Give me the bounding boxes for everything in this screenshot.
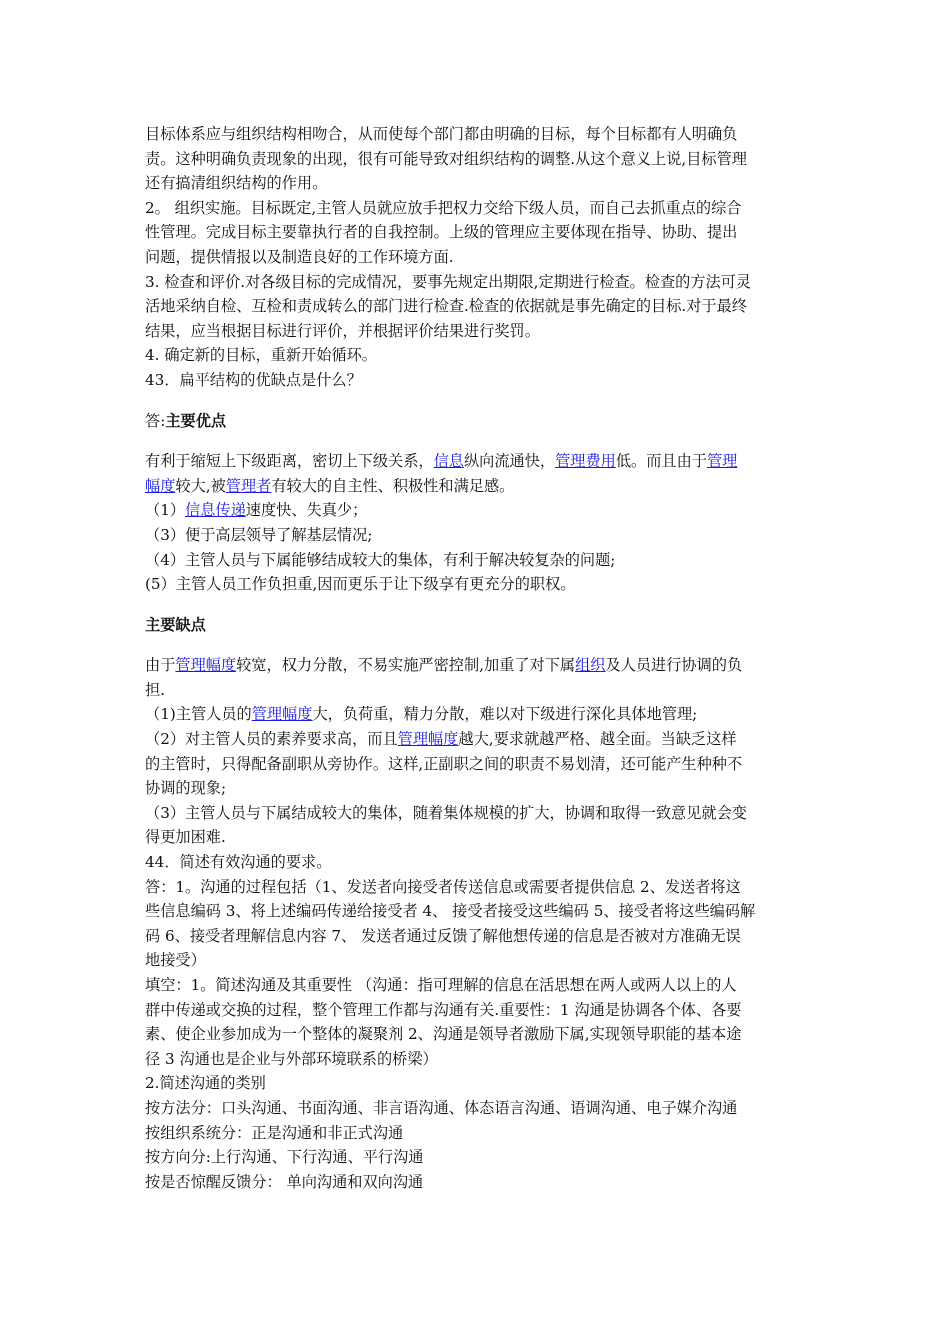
- text-run: 纵向流通快，: [463, 452, 556, 471]
- text-line: （4）主管人员与下属能够结成较大的集体，有利于解决较复杂的问题;: [145, 550, 616, 569]
- text-line: 性管理。完成目标主要靠执行者的自我控制。上级的管理应主要体现在指导、协助、提出: [145, 223, 738, 242]
- text-line: 码 6、接受者理解信息内容 7、 发送者通过反馈了解他想传递的信息是否被对方准确无误: [145, 926, 741, 945]
- text-line: (5）主管人员工作负担重,因而更乐于让下级享有更充分的职权。: [145, 575, 576, 594]
- communication-block: [145, 850, 810, 1194]
- disadvantages-section: [145, 653, 810, 850]
- text-line: 目标体系应与组织结构相吻合，从而使每个部门都由明确的目标，每个目标都有人明确负: [145, 125, 738, 143]
- link-management-span-part1[interactable]: 管理: [706, 452, 738, 471]
- text-run: （2）对主管人员的素养要求高，而且: [145, 730, 398, 749]
- text-line: 的主管时，只得配备副职从旁协作。这样,正副职之间的职责不易划清，还可能产生种种不: [145, 754, 743, 773]
- question-44: 44．简述有效沟通的要求。: [145, 853, 332, 872]
- answer-prefix: 答:: [145, 411, 166, 430]
- text-run: 有利于缩短上下级距离，密切上下级关系，: [145, 452, 434, 471]
- text-line: 2。 组织实施。目标既定,主管人员就应放手把权力交给下级人员，而自己去抓重点的综合: [145, 198, 742, 217]
- text-line: [145, 727, 810, 752]
- text-line: 活地采纳自检、互检和责成转么的部门进行检查.检查的依据就是事先确定的目标.对于最终: [145, 297, 747, 316]
- text-line: 径 3 沟通也是企业与外部环境联系的桥梁）: [145, 1049, 438, 1068]
- text-run: （1)主管人员的: [145, 705, 252, 724]
- text-line: 答：1。沟通的过程包括（1、发送者向接受者传送信息或需要者提供信息 2、发送者将这: [145, 877, 741, 896]
- text-line: 地接受）: [145, 951, 206, 970]
- text-line: 群中传递或交换的过程，整个管理工作都与沟通有关.重要性：1 沟通是协调各个体、各要: [145, 1000, 742, 1019]
- text-run: 有较大的自主性、积极性和满足感。: [271, 476, 515, 495]
- text-line: [145, 498, 810, 523]
- text-line: （3）便于高层领导了解基层情况;: [145, 525, 373, 544]
- text-line: 2.简述沟通的类别: [145, 1074, 266, 1093]
- text-line: 结果，应当根据目标进行评价，并根据评价结果进行奖罚。: [145, 321, 540, 340]
- text-line: 协调的现象;: [145, 779, 227, 798]
- link-management-span[interactable]: 管理幅度: [251, 705, 313, 724]
- advantages-section: [145, 449, 810, 597]
- disadvantages-heading: 主要缺点: [145, 615, 206, 634]
- text-line: [145, 702, 810, 727]
- text-line: [145, 449, 810, 474]
- text-run: （1）: [145, 501, 186, 520]
- link-management-span[interactable]: 管理幅度: [397, 730, 459, 749]
- text-run: 较宽，权力分散，不易实施严密控制,加重了对下属: [236, 656, 576, 675]
- link-management-cost[interactable]: 管理费用: [555, 452, 616, 471]
- text-run: 速度快、失真少；: [245, 501, 368, 520]
- link-manager[interactable]: 管理者: [225, 476, 272, 495]
- text-line: 按组织系统分：正是沟通和非正式沟通: [145, 1123, 404, 1142]
- text-run: 越大,要求就越严格、越全面。当缺乏这样: [458, 730, 737, 749]
- text-line: 按方法分：口头沟通、书面沟通、非言语沟通、体态语言沟通、语调沟通、电子媒介沟通: [145, 1098, 738, 1117]
- text-line: 素、使企业参加成为一个整体的凝聚剂 2、沟通是领导者激励下属,实现领导职能的基本途: [145, 1025, 742, 1044]
- link-organization[interactable]: 组织: [575, 656, 606, 675]
- text-run: 大，负荷重，精力分散，难以对下级进行深化具体地管理;: [312, 705, 698, 724]
- text-line: 问题，提供情报以及制造良好的工作环境方面.: [145, 247, 454, 266]
- text-line: 责。这种明确负责现象的出现，很有可能导致对组织结构的调整.从这个意义上说,目标管理: [145, 149, 747, 168]
- text-line: 填空：1。简述沟通及其重要性 （沟通：指可理解的信息在活思想在两人或两人以上的人: [145, 976, 737, 994]
- text-line: 3. 检查和评价.对各级目标的完成情况，要事先规定出期限,定期进行检查。检查的方法可灵: [145, 272, 752, 291]
- intro-block: [145, 122, 810, 393]
- text-line: 按方向分:上行沟通、下行沟通、平行沟通: [145, 1148, 424, 1167]
- text-line: 得更加困难.: [145, 828, 226, 847]
- text-line: 些信息编码 3、将上述编码传递给接受者 4、 接受者接受这些编码 5、接受者将这些编码解: [145, 902, 756, 921]
- text-run: 较大,被: [175, 476, 226, 495]
- text-line: 按是否惊醒反馈分： 单向沟通和双向沟通: [145, 1172, 424, 1191]
- text-line: 担.: [145, 680, 166, 699]
- text-run: 低。而且由于: [615, 452, 707, 471]
- text-line: 4. 确定新的目标，重新开始循环。: [145, 346, 377, 365]
- document-page: [145, 122, 810, 1194]
- advantages-heading: [145, 409, 810, 434]
- text-run: 及人员进行协调的负: [605, 656, 743, 675]
- link-info[interactable]: 信息: [433, 452, 464, 471]
- text-line: （3）主管人员与下属结成较大的集体，随着集体规模的扩大，协调和取得一致意见就会变: [145, 803, 747, 822]
- advantages-title: 主要优点: [165, 411, 227, 430]
- link-management-span-part2[interactable]: 幅度: [145, 476, 176, 495]
- link-management-span[interactable]: 管理幅度: [175, 656, 237, 675]
- text-line: [145, 653, 810, 678]
- text-run: 由于: [145, 656, 176, 675]
- text-line: 还有搞清组织结构的作用。: [145, 174, 328, 193]
- question-43: 43．扁平结构的优缺点是什么？: [145, 370, 362, 389]
- link-info-transfer[interactable]: 信息传递: [185, 501, 246, 520]
- text-line: [145, 474, 810, 499]
